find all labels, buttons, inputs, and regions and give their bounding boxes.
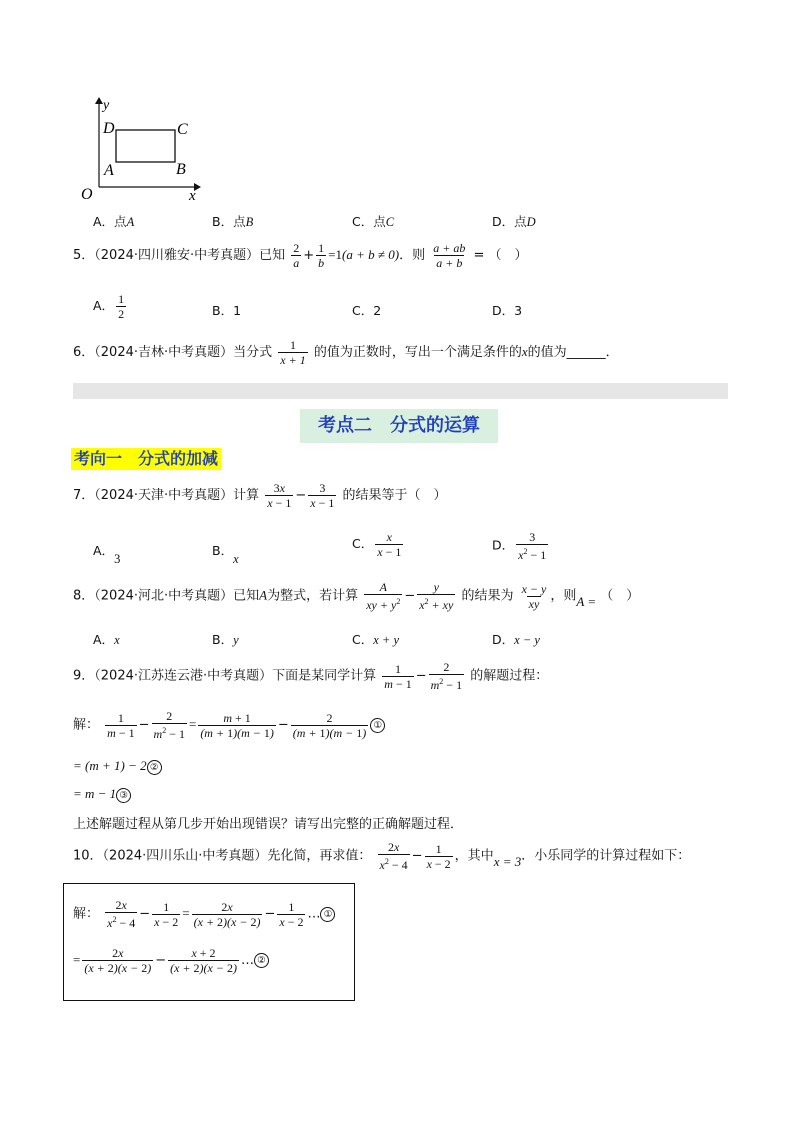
q5-mid: ．则 [399, 248, 426, 263]
step2-frac-a: $\frac{2x}{(x + 2)(x - 2)}$ [84, 946, 152, 975]
q5-option-a[interactable] [93, 292, 128, 321]
q8-mid1: 为整式，若计算 [267, 588, 359, 604]
q4-option-d[interactable] [492, 212, 536, 230]
step1-frac-b: $\frac{2}{m^2 - 1}$ [153, 709, 185, 741]
step1-frac-a: $\frac{1}{m - 1}$ [107, 710, 135, 740]
step1-frac-a: $\frac{2x}{x^2 - 4}$ [107, 898, 136, 930]
q9-step-3 [73, 786, 131, 803]
step1-frac-d: $\frac{2}{(m + 1)(m - 1)}$ [292, 710, 367, 740]
option-letter: A．点 [93, 214, 127, 229]
q8-option-c[interactable] [352, 630, 399, 648]
q7-stem: 7．（2024·天津·中考真题）计算 [73, 488, 260, 503]
q7-frac-2: $\frac{3}{x - 1}$ [310, 481, 335, 510]
axis-y-label: y [103, 98, 110, 113]
option-letter: D． [492, 537, 515, 553]
option-value: y [233, 633, 239, 647]
step-mark-3: ③ [116, 788, 131, 803]
q10-frac-1: $\frac{2x}{x^2 - 4}$ [379, 840, 408, 872]
q5-option-b[interactable]: B．1 [212, 303, 242, 318]
step2-expression: = (m + 1) − 2 [73, 758, 147, 773]
q10-frac-2: $\frac{1}{x - 2}$ [426, 841, 451, 871]
q6-variable: x [521, 344, 528, 359]
step3-expression: = m − 1 [73, 786, 117, 801]
point-a-label: A [104, 162, 114, 179]
subsection-title: 考向一 分式的加减 [71, 448, 221, 470]
q6-fraction: $\frac{1}{x + 1}$ [280, 338, 306, 367]
q5-option-d[interactable]: D．3 [492, 303, 523, 318]
option-frac: $\frac{3}{x^2 - 1}$ [518, 530, 547, 562]
option-letter: A． [93, 632, 115, 647]
q8-option-a[interactable] [93, 630, 120, 648]
option-value: x [114, 633, 120, 647]
q8-answer-lhs: A = [576, 593, 597, 609]
option-value: x + y [373, 633, 400, 647]
q6-text: 的值为正数时，写出一个满足条件的 [313, 345, 522, 360]
step-mark-1: ① [370, 718, 385, 733]
q5-frac-2-over-a: $\frac{2}{a}$ [293, 241, 300, 270]
option-letter: C．点 [352, 214, 386, 229]
q7-option-d[interactable] [492, 530, 550, 562]
option-value: 3 [114, 552, 121, 566]
question-8: 8．（2024·河北·中考真题）已知A为整式，若计算 $\frac{A}{xy + y^2}$ − $\frac{y}{x^2 + xy}$ 的结果为 $\frac{x - y}{xy}$ ，则A = （ ） [73, 580, 640, 612]
q9-stem: 9．（2024·江苏连云港·中考真题）下面是某同学计算 [73, 668, 377, 684]
option-letter: A． [93, 543, 115, 558]
option-value: x [233, 552, 239, 566]
option-letter: D． [492, 632, 515, 647]
option-value: A [126, 215, 135, 229]
option-letter: D．点 [492, 214, 527, 229]
step1-frac-b: $\frac{1}{x - 2}$ [154, 899, 179, 929]
q8-frac-2: $\frac{y}{x^2 + xy}$ [419, 580, 454, 612]
q10-tail: ．小乐同学的计算过程如下： [521, 848, 691, 864]
point-b-label: B [176, 161, 186, 178]
q5-tail: = （ ） [473, 248, 528, 263]
q9-tail: 的解题过程： [470, 668, 549, 684]
q5-frac-1-over-b: $\frac{1}{b}$ [318, 241, 325, 270]
step-mark-2: ② [254, 953, 269, 968]
q7-option-b[interactable] [212, 541, 239, 566]
question-7: 7．（2024·天津·中考真题）计算 $\frac{3x}{x - 1}$ − $\frac{3}{x - 1}$ 的结果等于（ ） [73, 481, 447, 510]
q8-option-d[interactable] [492, 630, 540, 648]
q8-paren: （ ） [600, 588, 640, 604]
q8-mid2: 的结果为 [461, 588, 514, 604]
option-value: x − y [514, 633, 540, 647]
q6-tail: 的值为 [527, 345, 567, 360]
q4-option-a[interactable] [93, 212, 134, 230]
step1-frac-c: $\frac{m + 1}{(m + 1)(m - 1)}$ [200, 710, 274, 740]
q10-condition: x = 3 [493, 853, 522, 869]
ellipsis: … [307, 906, 321, 922]
question-6 [73, 338, 619, 367]
solution-label: 解： [73, 906, 100, 922]
q8-stem: 8．（2024·河北·中考真题）已知 [73, 588, 260, 604]
option-value: B [245, 215, 254, 229]
option-value: D [526, 215, 536, 229]
step1-frac-c: $\frac{2x}{(x + 2)(x - 2)}$ [193, 899, 261, 929]
q6-answer-blank[interactable]: ______ [566, 345, 606, 360]
q7-option-c[interactable] [352, 530, 405, 559]
q10-stem: 10．（2024·四川乐山·中考真题）先化简，再求值： [73, 848, 372, 864]
option-letter: B． [212, 632, 234, 647]
option-value: C [385, 215, 395, 229]
q10-mid: ，其中 [454, 848, 494, 864]
q5-expression: $\frac{a + ab}{a + b}$ [433, 241, 466, 270]
ellipsis: … [240, 953, 254, 968]
option-a-frac: $\frac{1}{2}$ [118, 292, 125, 321]
q10-step-1: 解： $\frac{2x}{x^2 - 4}$ − $\frac{1}{x - 2}$ = $\frac{2x}{(x + 2)(x - 2)}$ − $\frac{1}{x - 2}$ … ① [73, 898, 335, 930]
q5-option-c[interactable]: C．2 [352, 303, 382, 318]
solution-label: 解： [73, 717, 100, 733]
question-5: 5．（2024·四川雅安·中考真题）已知 $\frac{2}{a}$ + $\frac{1}{b}$ =1(a + b ≠ 0)．则 $\frac{a + ab}{a + b}$ = （ ） [73, 241, 528, 270]
step-mark-2: ② [147, 760, 162, 775]
q6-end: ． [605, 345, 619, 360]
q8-frac-1: $\frac{A}{xy + y^2}$ [366, 580, 401, 612]
q10-step-2: = $\frac{2x}{(x + 2)(x - 2)}$ − $\frac{x + 2}{(x + 2)(x - 2)}$ … ② [73, 946, 269, 975]
q8-result: $\frac{x - y}{xy}$ [521, 581, 547, 611]
point-d-label: D [103, 120, 115, 137]
q4-option-c[interactable] [352, 212, 394, 230]
option-frac: $\frac{x}{x - 1}$ [377, 530, 402, 559]
origin-label: O [81, 186, 93, 203]
q6-stem: 6．（2024·吉林·中考真题）当分式 [73, 345, 273, 360]
q9-step-2 [73, 758, 162, 775]
step1-frac-d: $\frac{1}{x - 2}$ [279, 899, 304, 929]
axis-x-label: x [189, 188, 196, 204]
section-title: 考点二 分式的运算 [300, 409, 498, 443]
option-letter: C． [352, 536, 374, 551]
option-letter: C． [352, 632, 374, 647]
q7-frac-1: $\frac{3x}{x - 1}$ [267, 481, 292, 510]
step2-frac-b: $\frac{x + 2}{(x + 2)(x - 2)}$ [170, 946, 237, 975]
question-10: 10．（2024·四川乐山·中考真题）先化简，再求值： $\frac{2x}{x^2 - 4}$ − $\frac{1}{x - 2}$ ，其中x = 3．小乐同学的计算过程如下： [73, 840, 691, 872]
q9-frac-2: $\frac{2}{m^2 - 1}$ [430, 660, 463, 692]
option-letter: A． [93, 298, 115, 313]
q5-condition: (a + b ≠ 0) [342, 247, 400, 262]
coordinate-figure [70, 95, 210, 205]
q9-frac-1: $\frac{1}{m - 1}$ [384, 661, 412, 691]
option-letter: B．点 [212, 214, 246, 229]
q7-tail: 的结果等于（ ） [342, 488, 447, 503]
q8-mid3: ，则 [550, 588, 577, 604]
q7-option-a[interactable] [93, 541, 121, 566]
q9-question: 上述解题过程从第几步开始出现错误？请写出完整的正确解题过程． [73, 817, 464, 832]
q5-stem: 5．（2024·四川雅安·中考真题）已知 [73, 248, 286, 263]
question-9: 9．（2024·江苏连云港·中考真题）下面是某同学计算 $\frac{1}{m - 1}$ − $\frac{2}{m^2 - 1}$ 的解题过程： [73, 660, 549, 692]
q8-var-a: A [259, 587, 268, 603]
step-mark-1: ① [320, 907, 335, 922]
point-c-label: C [177, 121, 188, 138]
section-divider-bar [73, 383, 728, 399]
q9-step-1: 解： $\frac{1}{m - 1}$ − $\frac{2}{m^2 - 1}$ = $\frac{m + 1}{(m + 1)(m - 1)}$ − $\frac{2}{(m + 1)(m - 1)}$ ① [73, 709, 385, 741]
q8-option-b[interactable] [212, 630, 239, 648]
option-letter: B． [212, 543, 234, 558]
q4-option-b[interactable] [212, 212, 253, 230]
